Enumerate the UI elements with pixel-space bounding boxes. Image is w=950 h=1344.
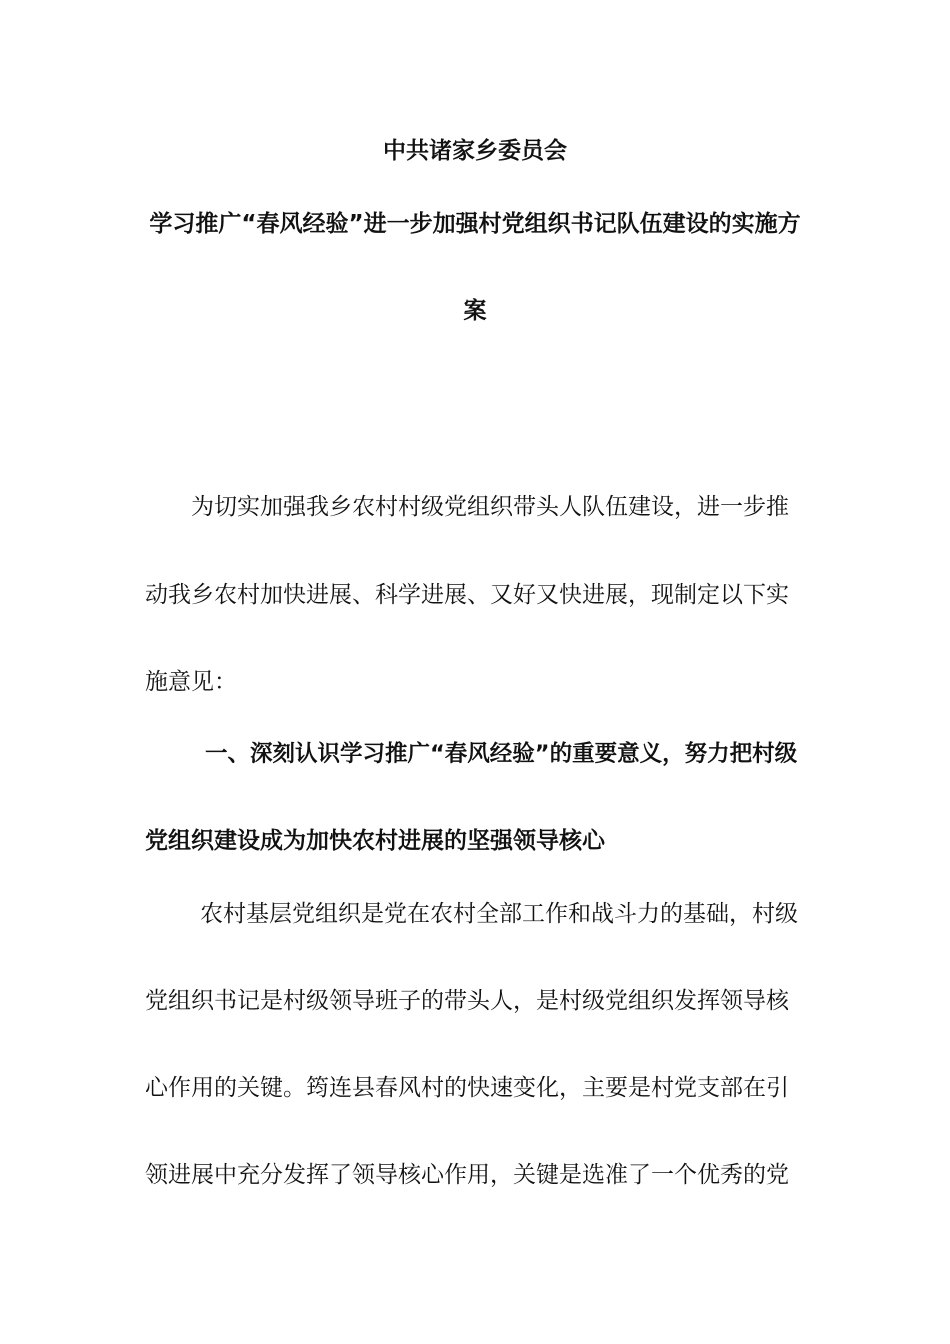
org-heading: 中共诸家乡委员会 bbox=[383, 138, 567, 164]
title-line-2: 案 bbox=[463, 298, 487, 324]
section-1-heading-line-2: 党组织建设成为加快农村进展的坚强领导核心 bbox=[145, 828, 605, 854]
intro-line-1: 为切实加强我乡农村村级党组织带头人队伍建设，进一步推 bbox=[191, 494, 789, 520]
section-1-body-line-3: 心作用的关键。筠连县春风村的快速变化，主要是村党支部在引 bbox=[145, 1075, 789, 1101]
section-1-body-line-2: 党组织书记是村级领导班子的带头人，是村级党组织发挥领导核 bbox=[145, 988, 789, 1014]
section-1-body-line-4: 领进展中充分发挥了领导核心作用，关键是选准了一个优秀的党 bbox=[145, 1162, 789, 1188]
intro-line-3: 施意见： bbox=[145, 669, 237, 695]
section-1-body-line-1: 农村基层党组织是党在农村全部工作和战斗力的基础，村级 bbox=[200, 901, 798, 927]
section-1-heading-line-1: 一、深刻认识学习推广“春风经验”的重要意义，努力把村级 bbox=[205, 741, 798, 767]
intro-line-2: 动我乡农村加快进展、科学进展、又好又快进展，现制定以下实 bbox=[145, 582, 789, 608]
title-line-1: 学习推广“春风经验”进一步加强村党组织书记队伍建设的实施方 bbox=[149, 211, 801, 237]
